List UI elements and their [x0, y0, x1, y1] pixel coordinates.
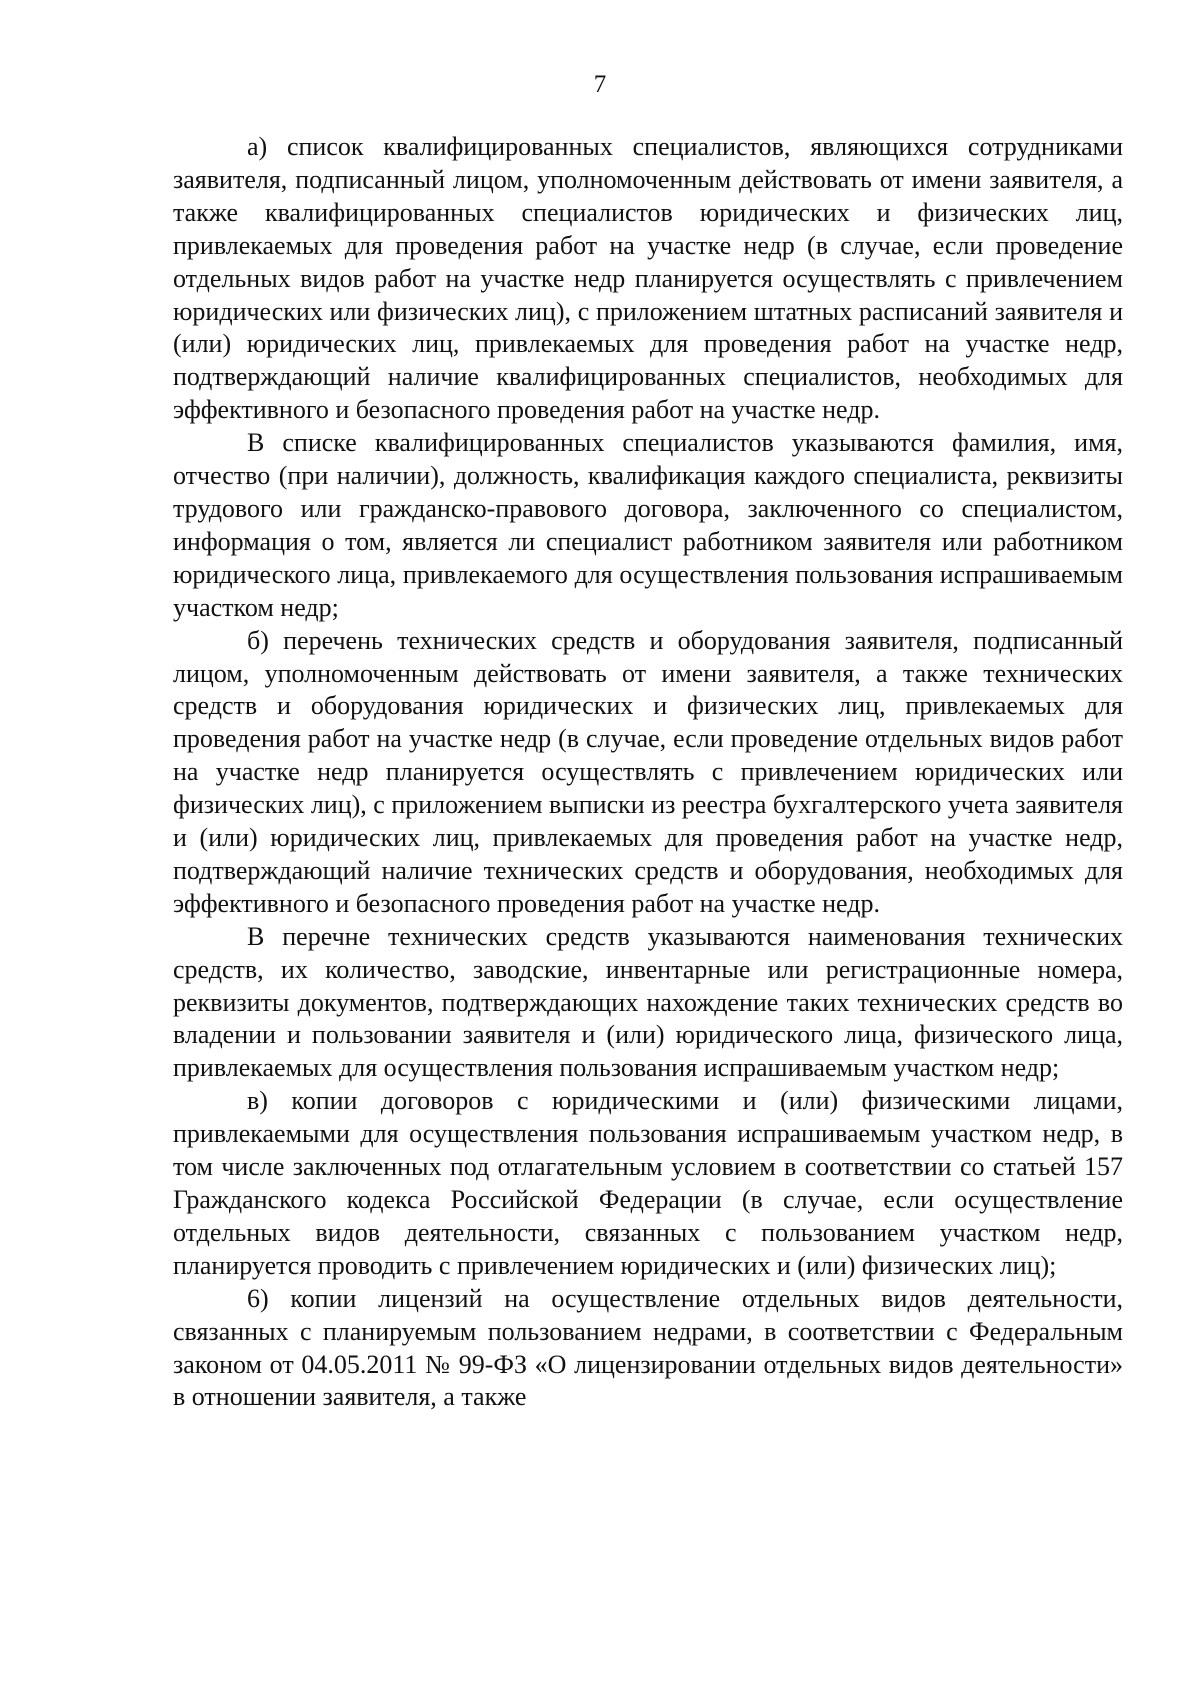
page-number: 7	[593, 71, 607, 98]
document-body	[173, 131, 1123, 1414]
paragraph-specialists-details: В списке квалифицированных специалистов указываются фамилия, имя, отчество (при наличии), должность, квалификация каждого специалиста, реквизиты трудового или гражданско-правового договора, заключенного со специалистом, информация о том, является ли специалист работником заявителя или работником юридического лица, привлекаемого для осуществления пользования испрашиваемым участком недр;	[173, 428, 1123, 622]
paragraph-b-equipment-list: б) перечень технических средств и оборудования заявителя, подписанный лицом, уполномоченным действовать от имени заявителя, а также технических средств и оборудования юридических и физических лиц, привлекаемых для проведения работ на участке недр (в случае, если проведение отдельных видов работ на участке недр планируется осуществлять с привлечением юридических или физических лиц), с приложением выписки из реестра бухгалтерского учета заявителя и (или) юридических лиц, привлекаемых для проведения работ на участке недр, подтверждающий наличие технических средств и оборудования, необходимых для эффективного и безопасного проведения работ на участке недр.	[173, 625, 1123, 918]
paragraph-equipment-details: В перечне технических средств указываются наименования технических средств, их количество, заводские, инвентарные или регистрационные номера, реквизиты документов, подтверждающих нахождение таких технических средств во владении и пользовании заявителя и (или) юридического лица, физического лица, привлекаемых для осуществления пользования испрашиваемым участком недр;	[173, 921, 1123, 1083]
paragraph-6-licenses-copies: 6) копии лицензий на осуществление отдельных видов деятельности, связанных с планируемым пользованием недрами, в соответствии с Федеральным законом от 04.05.2011 № 99-ФЗ «О лицензировании отдельных видов деятельности» в отношении заявителя, а также	[173, 1283, 1123, 1412]
paragraph-a-specialists-list: а) список квалифицированных специалистов, являющихся сотрудниками заявителя, подписанный лицом, уполномоченным действовать от имени заявителя, а также квалифицированных специалистов юридических и физических лиц, привлекаемых для проведения работ на участке недр (в случае, если проведение отдельных видов работ на участке недр планируется осуществлять с привлечением юридических или физических лиц), с приложением штатных расписаний заявителя и (или) юридических лиц, привлекаемых для проведения работ на участке недр, подтверждающий наличие квалифицированных специалистов, необходимых для эффективного и безопасного проведения работ на участке недр.	[173, 132, 1123, 425]
paragraph-v-contracts-copies: в) копии договоров с юридическими и (или) физическими лицами, привлекаемыми для осуществления пользования испрашиваемым участком недр, в том числе заключенных под отлагательным условием в соответствии со статьей 157 Гражданского кодекса Российской Федерации (в случае, если осуществление отдельных видов деятельности, связанных с пользованием участком недр, планируется проводить с привлечением юридических и (или) физических лиц);	[173, 1086, 1123, 1280]
